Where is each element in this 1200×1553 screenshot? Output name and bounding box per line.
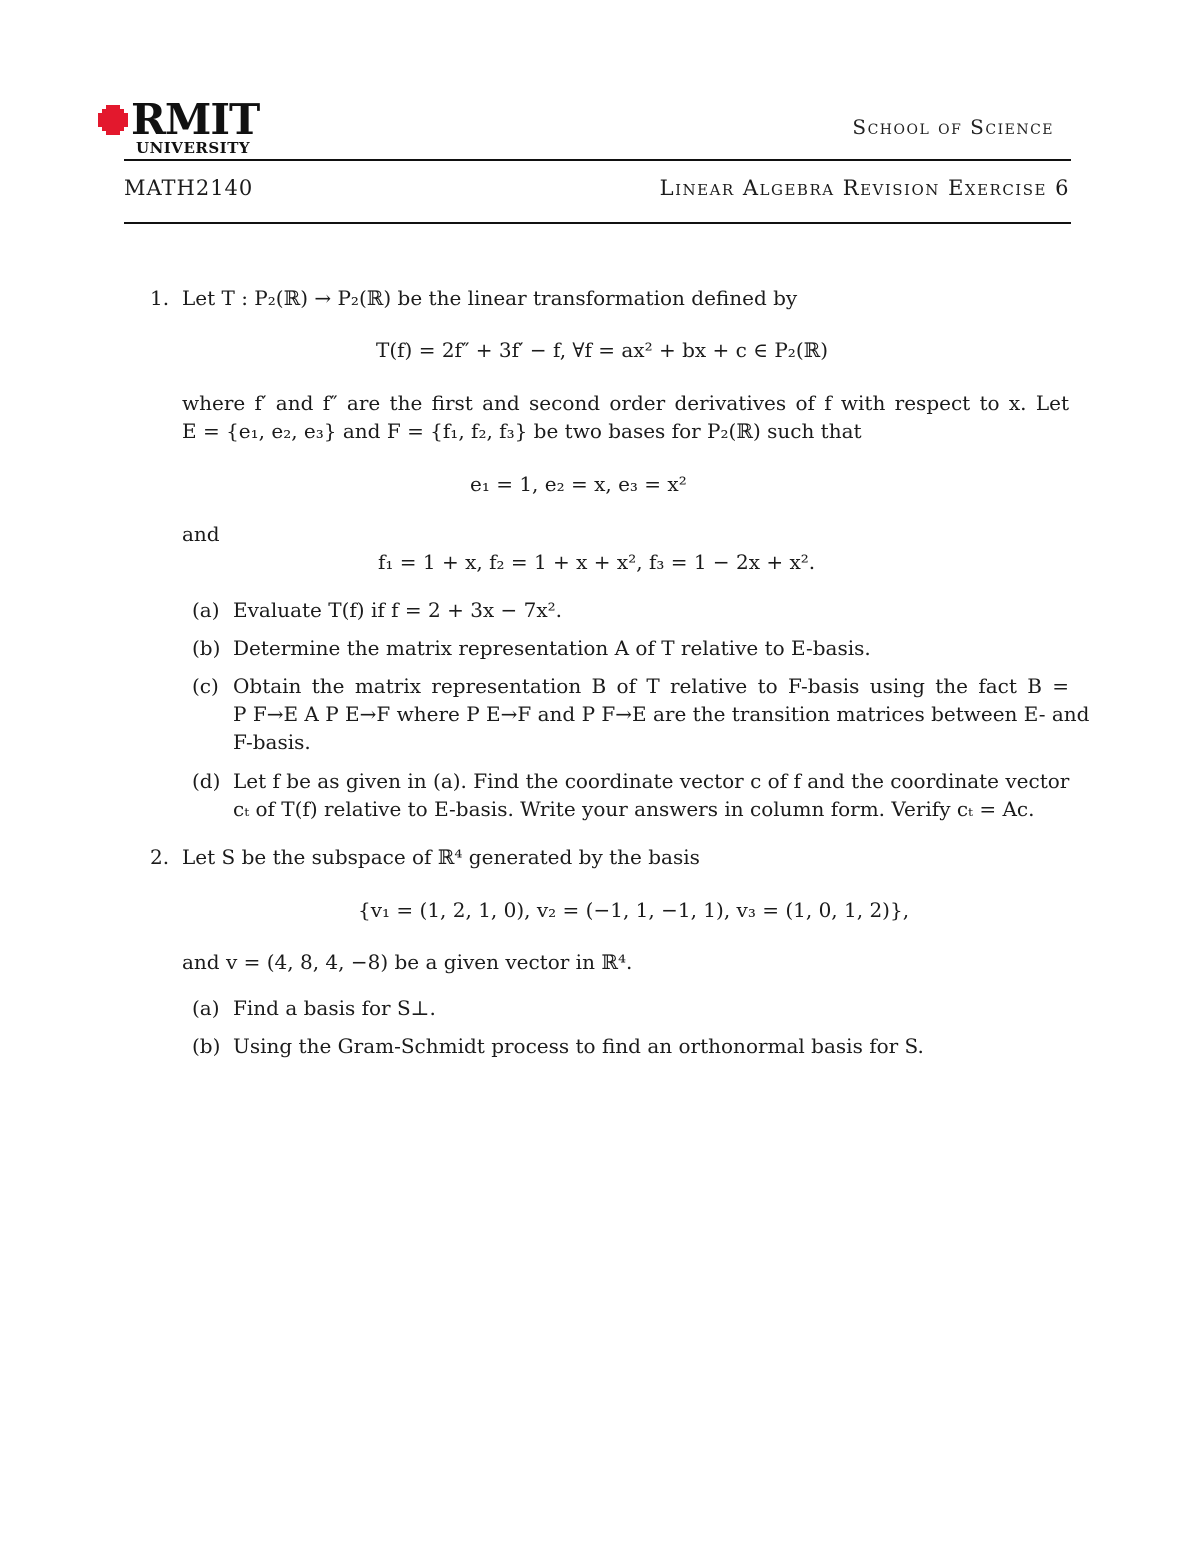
question-2-number: 2.	[150, 845, 170, 869]
part-1d-label: (d)	[192, 769, 221, 793]
rmit-logo	[96, 95, 260, 161]
question-1-where-line-1: where f′ and f″ are the first and second order derivatives of f with respect to x. Let	[182, 391, 1069, 415]
part-2a-text: Find a basis for S⊥.	[233, 996, 436, 1020]
logo-wordmark: RMIT	[131, 95, 260, 144]
school-name: School of Science	[852, 115, 1054, 139]
part-1d-line-1: Let f be as given in (a). Find the coordinate vector c of f and the coordinate vector	[233, 769, 1070, 793]
part-1b-text: Determine the matrix representation A of T relative to E-basis.	[233, 636, 871, 660]
part-1a-text: Evaluate T(f) if f = 2 + 3x − 7x².	[233, 598, 563, 622]
question-1-number: 1.	[150, 286, 170, 310]
part-1b-label: (b)	[192, 636, 221, 660]
question-1-equation: T(f) = 2f″ + 3f′ − f, ∀f = ax² + bx + c ∈ P₂(ℝ)	[376, 338, 829, 362]
question-2-basis: {v₁ = (1, 2, 1, 0), v₂ = (−1, 1, −1, 1), v₃ = (1, 0, 1, 2)},	[358, 898, 910, 922]
logo-pixel-icon	[96, 103, 130, 137]
question-2-vector: and v = (4, 8, 4, −8) be a given vector in ℝ⁴.	[182, 950, 633, 974]
part-1c-label: (c)	[192, 674, 219, 698]
question-1-f-basis: f₁ = 1 + x, f₂ = 1 + x + x², f₃ = 1 − 2x + x².	[378, 550, 816, 574]
logo-subtitle: UNIVERSITY	[136, 139, 251, 157]
part-2b-text: Using the Gram-Schmidt process to find an orthonormal basis for S.	[233, 1034, 924, 1058]
part-1c-line-1: Obtain the matrix representation B of T relative to F-basis using the fact B =	[233, 674, 1069, 698]
part-1c-line-2: P F→E A P E→F where P E→F and P F→E are the transition matrices between E- and	[233, 702, 1090, 726]
course-code: MATH2140	[124, 176, 254, 200]
part-1a-label: (a)	[192, 598, 220, 622]
header-rule-bottom	[124, 222, 1071, 224]
question-1-where-line-2: E = {e₁, e₂, e₃} and F = {f₁, f₂, f₃} be two bases for P₂(ℝ) such that	[182, 419, 862, 443]
question-1-e-basis: e₁ = 1, e₂ = x, e₃ = x²	[470, 472, 687, 496]
part-1c-line-3: F-basis.	[233, 730, 311, 754]
part-2b-label: (b)	[192, 1034, 221, 1058]
question-1-intro: Let T : P₂(ℝ) → P₂(ℝ) be the linear transformation defined by	[182, 286, 798, 310]
exercise-title: Linear Algebra Revision Exercise 6	[659, 176, 1070, 200]
part-2a-label: (a)	[192, 996, 220, 1020]
header-rule-top	[124, 159, 1071, 161]
question-1-and: and	[182, 522, 220, 546]
question-2-intro: Let S be the subspace of ℝ⁴ generated by the basis	[182, 845, 700, 869]
part-1d-line-2: cₜ of T(f) relative to E-basis. Write your answers in column form. Verify cₜ = Ac.	[233, 797, 1035, 821]
